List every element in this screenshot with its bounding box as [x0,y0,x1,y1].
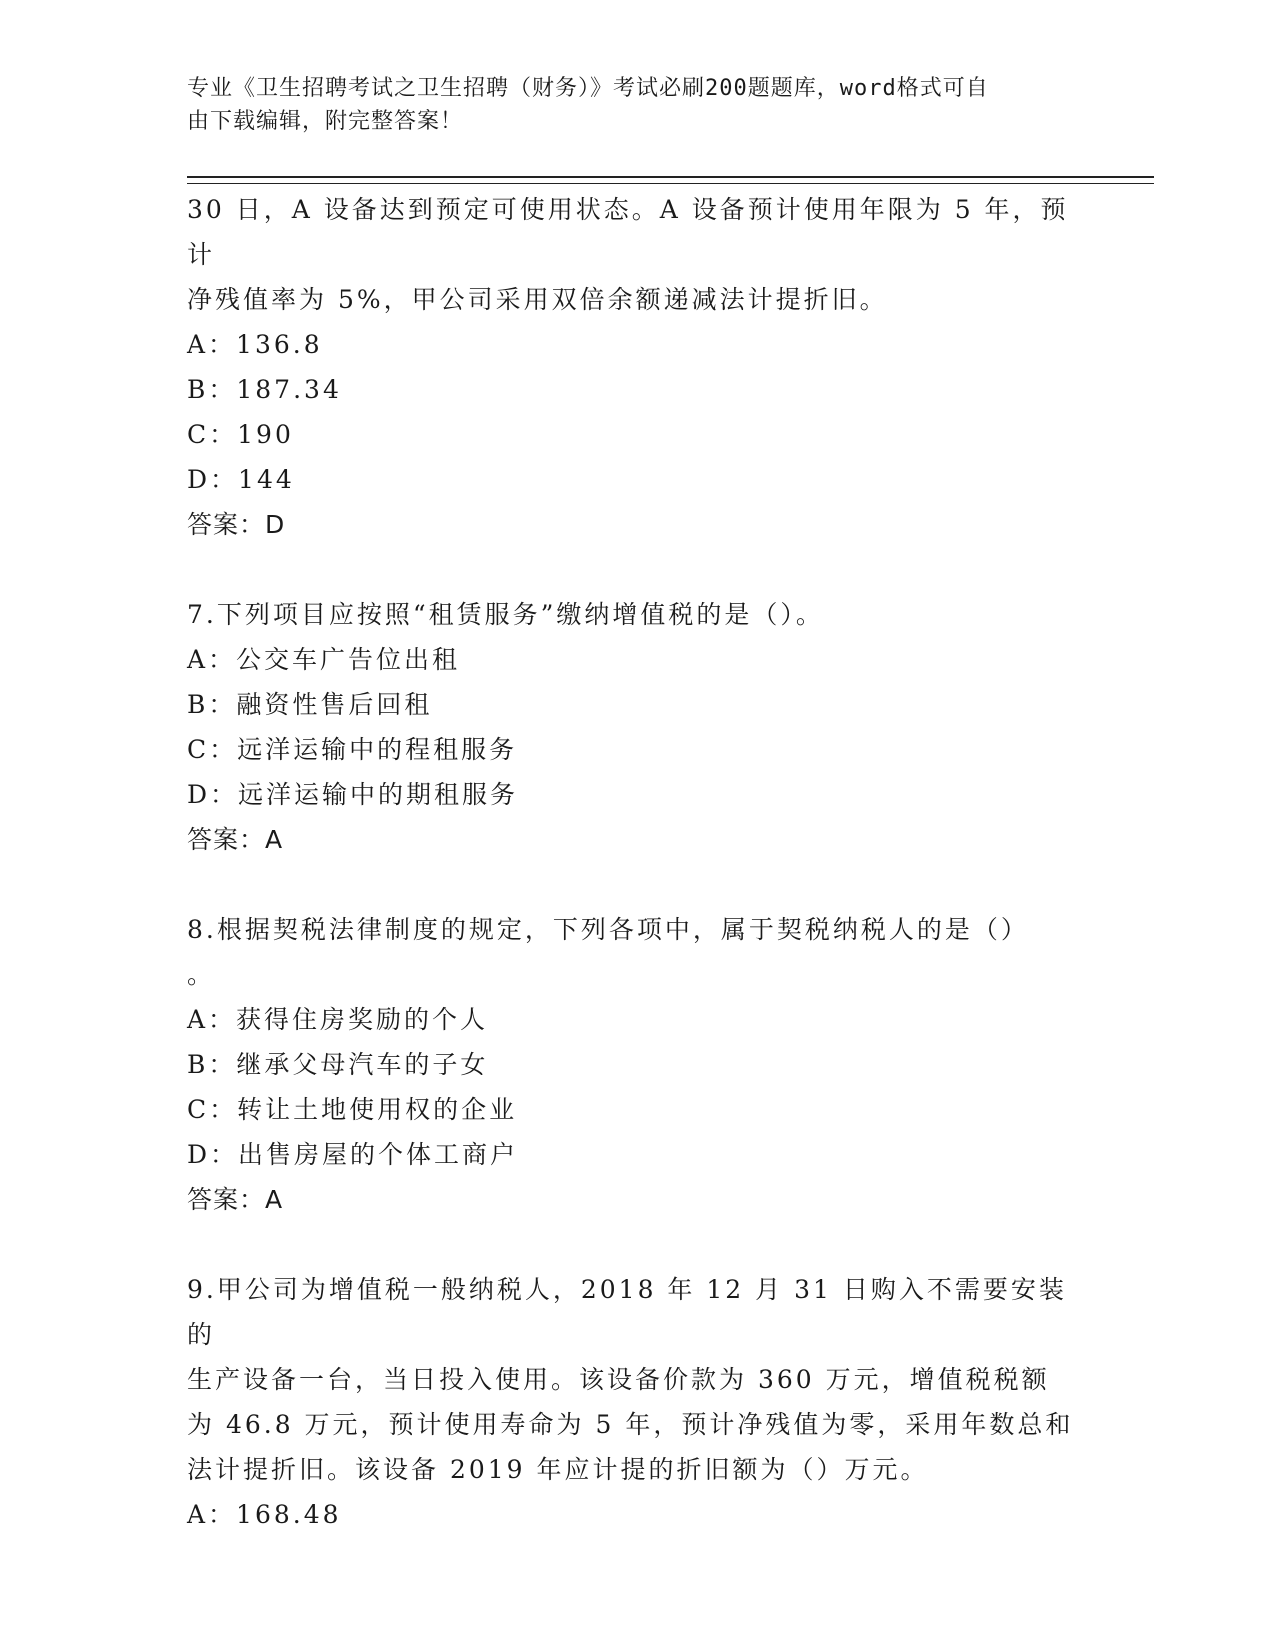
question-6-block [187,187,1077,547]
header-divider-thick [187,176,1154,178]
header-title-line-1: 专业《卫生招聘考试之卫生招聘（财务）》考试必刷200题题库，word格式可自 [187,76,989,101]
question-7-block [187,592,1077,862]
question-6-answer: 答案：D [187,510,286,539]
question-9-stem-line-4: 法计提折旧。该设备 2019 年应计提的折旧额为（）万元。 [187,1455,929,1484]
document-header [187,72,1067,138]
question-8-stem-line-1: 8.根据契税法律制度的规定，下列各项中，属于契税纳税人的是（） [187,915,1029,944]
question-9-stem-line-2: 生产设备一台，当日投入使用。该设备价款为 360 万元，增值税税额 [187,1365,1050,1394]
question-6-stem-line-2: 净残值率为 5%，甲公司采用双倍余额递减法计提折旧。 [187,285,888,314]
question-6-option-a: A：136.8 [187,330,323,359]
question-7-answer: 答案：A [187,825,284,854]
question-6-option-b: B：187.34 [187,375,342,404]
question-7-option-d: D：远洋运输中的期租服务 [187,780,519,809]
spacer [187,547,1077,592]
question-8-block [187,907,1077,1222]
question-7-option-b: B：融资性售后回租 [187,690,433,719]
question-8-answer: 答案：A [187,1185,284,1214]
spacer [187,1222,1077,1267]
header-title-line-2: 由下载编辑，附完整答案！ [187,109,464,134]
question-9-stem-line-3: 为 46.8 万元，预计使用寿命为 5 年，预计净残值为零，采用年数总和 [187,1410,1074,1439]
question-content [187,187,1077,1537]
question-8-option-a: A：获得住房奖励的个人 [187,1005,489,1034]
question-9-option-a: A：168.48 [187,1500,342,1529]
question-6-option-d: D：144 [187,465,295,494]
question-9-stem-line-1: 9.甲公司为增值税一般纳税人，2018 年 12 月 31 日购入不需要安装的 [187,1275,1067,1349]
question-9-block [187,1267,1077,1537]
question-8-option-c: C：转让土地使用权的企业 [187,1095,518,1124]
spacer [187,862,1077,907]
question-7-stem: 7.下列项目应按照“租赁服务”缴纳增值税的是（）。 [187,600,824,629]
question-7-option-c: C：远洋运输中的程租服务 [187,735,518,764]
question-8-stem-line-2: 。 [187,960,216,989]
question-6-stem-line-1: 30 日，A 设备达到预定可使用状态。A 设备预计使用年限为 5 年，预计 [187,195,1069,269]
header-divider-thin [187,183,1154,184]
question-8-option-d: D：出售房屋的个体工商户 [187,1140,519,1169]
question-6-option-c: C：190 [187,420,294,449]
question-8-option-b: B：继承父母汽车的子女 [187,1050,489,1079]
question-7-option-a: A：公交车广告位出租 [187,645,461,674]
